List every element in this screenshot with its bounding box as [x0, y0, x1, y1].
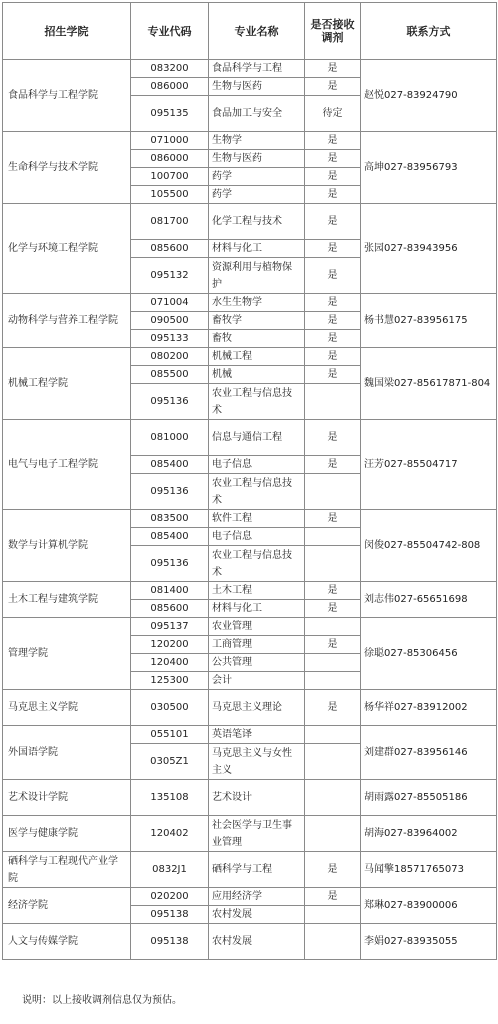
major-code-cell: 071000 [131, 132, 209, 150]
table-row [3, 348, 497, 366]
major-code-cell: 085400 [131, 528, 209, 546]
table-body [3, 60, 497, 960]
contact-cell: 刘建群027-83956146 [361, 726, 497, 780]
table-row [3, 618, 497, 636]
accept-adjustment-cell [305, 618, 361, 636]
school-name-cell: 医学与健康学院 [3, 816, 131, 852]
major-code-cell: 0305Z1 [131, 744, 209, 780]
major-code-cell: 0832J1 [131, 852, 209, 888]
major-code-cell: 055101 [131, 726, 209, 744]
header-row [3, 3, 497, 60]
contact-cell: 高坤027-83956793 [361, 132, 497, 204]
contact-cell: 刘志伟027-65651698 [361, 582, 497, 618]
major-name-cell: 机械工程 [209, 348, 305, 366]
contact-cell: 张园027-83943956 [361, 204, 497, 294]
major-code-cell: 083200 [131, 60, 209, 78]
contact-cell: 李娟027-83935055 [361, 924, 497, 960]
accept-adjustment-cell: 是 [305, 150, 361, 168]
major-code-cell: 090500 [131, 312, 209, 330]
admissions-table [2, 2, 497, 960]
major-name-cell: 马克思主义理论 [209, 690, 305, 726]
school-name-cell: 食品科学与工程学院 [3, 60, 131, 132]
major-name-cell: 应用经济学 [209, 888, 305, 906]
major-code-cell: 030500 [131, 690, 209, 726]
major-name-cell: 材料与化工 [209, 600, 305, 618]
contact-cell: 杨书慧027-83956175 [361, 294, 497, 348]
admissions-table-container [2, 2, 496, 960]
major-code-cell: 085400 [131, 456, 209, 474]
table-row [3, 780, 497, 816]
school-name-cell: 经济学院 [3, 888, 131, 924]
table-row [3, 888, 497, 906]
major-name-cell: 马克思主义与女性主义 [209, 744, 305, 780]
header-contact: 联系方式 [361, 3, 497, 60]
accept-adjustment-cell: 是 [305, 456, 361, 474]
accept-adjustment-cell: 是 [305, 204, 361, 240]
table-row [3, 690, 497, 726]
major-code-cell: 095132 [131, 258, 209, 294]
school-name-cell: 硒科学与工程现代产业学院 [3, 852, 131, 888]
accept-adjustment-cell: 是 [305, 78, 361, 96]
major-name-cell: 软件工程 [209, 510, 305, 528]
school-name-cell: 数学与计算机学院 [3, 510, 131, 582]
major-name-cell: 生物学 [209, 132, 305, 150]
accept-adjustment-cell [305, 816, 361, 852]
table-row [3, 132, 497, 150]
contact-cell: 郑琳027-83900006 [361, 888, 497, 924]
table-row [3, 204, 497, 240]
major-name-cell: 化学工程与技术 [209, 204, 305, 240]
contact-cell: 马闻擎18571765073 [361, 852, 497, 888]
major-name-cell: 信息与通信工程 [209, 420, 305, 456]
contact-cell: 魏国梁027-85617871-804 [361, 348, 497, 420]
major-code-cell: 083500 [131, 510, 209, 528]
accept-adjustment-cell: 是 [305, 636, 361, 654]
school-name-cell: 外国语学院 [3, 726, 131, 780]
header-code: 专业代码 [131, 3, 209, 60]
accept-adjustment-cell [305, 384, 361, 420]
major-code-cell: 095136 [131, 384, 209, 420]
accept-adjustment-cell [305, 546, 361, 582]
header-school: 招生学院 [3, 3, 131, 60]
major-name-cell: 硒科学与工程 [209, 852, 305, 888]
major-code-cell: 095138 [131, 924, 209, 960]
contact-cell: 徐聪027-85306456 [361, 618, 497, 690]
major-name-cell: 电子信息 [209, 528, 305, 546]
major-code-cell: 095135 [131, 96, 209, 132]
major-code-cell: 100700 [131, 168, 209, 186]
major-code-cell: 120402 [131, 816, 209, 852]
header-accept: 是否接收调剂 [305, 3, 361, 60]
major-code-cell: 085600 [131, 240, 209, 258]
major-name-cell: 农业工程与信息技术 [209, 474, 305, 510]
major-code-cell: 125300 [131, 672, 209, 690]
contact-cell: 赵悦027-83924790 [361, 60, 497, 132]
accept-adjustment-cell [305, 528, 361, 546]
school-name-cell: 电气与电子工程学院 [3, 420, 131, 510]
school-name-cell: 生命科学与技术学院 [3, 132, 131, 204]
contact-cell: 杨华祥027-83912002 [361, 690, 497, 726]
major-name-cell: 生物与医药 [209, 150, 305, 168]
major-code-cell: 086000 [131, 78, 209, 96]
major-name-cell: 药学 [209, 168, 305, 186]
accept-adjustment-cell: 是 [305, 852, 361, 888]
accept-adjustment-cell: 是 [305, 348, 361, 366]
major-name-cell: 生物与医药 [209, 78, 305, 96]
accept-adjustment-cell: 是 [305, 186, 361, 204]
major-name-cell: 畜牧学 [209, 312, 305, 330]
school-name-cell: 管理学院 [3, 618, 131, 690]
header-name: 专业名称 [209, 3, 305, 60]
major-name-cell: 农业工程与信息技术 [209, 546, 305, 582]
major-code-cell: 095137 [131, 618, 209, 636]
major-name-cell: 机械 [209, 366, 305, 384]
major-code-cell: 120200 [131, 636, 209, 654]
footnote: 说明：以上接收调剂信息仅为预估。 [22, 995, 182, 1006]
accept-adjustment-cell [305, 726, 361, 744]
major-code-cell: 095138 [131, 906, 209, 924]
major-name-cell: 材料与化工 [209, 240, 305, 258]
major-code-cell: 081000 [131, 420, 209, 456]
school-name-cell: 土木工程与建筑学院 [3, 582, 131, 618]
accept-adjustment-cell: 是 [305, 240, 361, 258]
contact-cell: 汪芳027-85504717 [361, 420, 497, 510]
accept-adjustment-cell [305, 906, 361, 924]
accept-adjustment-cell [305, 924, 361, 960]
table-row [3, 60, 497, 78]
accept-adjustment-cell [305, 672, 361, 690]
major-name-cell: 食品加工与安全 [209, 96, 305, 132]
contact-cell: 胡雨露027-85505186 [361, 780, 497, 816]
accept-adjustment-cell: 是 [305, 510, 361, 528]
major-code-cell: 085500 [131, 366, 209, 384]
accept-adjustment-cell [305, 744, 361, 780]
table-row [3, 420, 497, 456]
major-name-cell: 英语笔译 [209, 726, 305, 744]
accept-adjustment-cell: 是 [305, 690, 361, 726]
table-row [3, 582, 497, 600]
accept-adjustment-cell: 是 [305, 60, 361, 78]
major-code-cell: 085600 [131, 600, 209, 618]
major-code-cell: 080200 [131, 348, 209, 366]
major-code-cell: 081400 [131, 582, 209, 600]
accept-adjustment-cell: 是 [305, 600, 361, 618]
table-row [3, 510, 497, 528]
accept-adjustment-cell: 是 [305, 420, 361, 456]
major-name-cell: 农村发展 [209, 906, 305, 924]
major-name-cell: 电子信息 [209, 456, 305, 474]
major-name-cell: 土木工程 [209, 582, 305, 600]
school-name-cell: 动物科学与营养工程学院 [3, 294, 131, 348]
accept-adjustment-cell: 是 [305, 294, 361, 312]
accept-adjustment-cell: 是 [305, 330, 361, 348]
major-name-cell: 资源利用与植物保护 [209, 258, 305, 294]
major-name-cell: 会计 [209, 672, 305, 690]
accept-adjustment-cell [305, 654, 361, 672]
major-name-cell: 农村发展 [209, 924, 305, 960]
school-name-cell: 马克思主义学院 [3, 690, 131, 726]
major-code-cell: 105500 [131, 186, 209, 204]
major-code-cell: 081700 [131, 204, 209, 240]
major-code-cell: 086000 [131, 150, 209, 168]
major-name-cell: 社会医学与卫生事业管理 [209, 816, 305, 852]
major-name-cell: 工商管理 [209, 636, 305, 654]
major-code-cell: 095136 [131, 546, 209, 582]
accept-adjustment-cell: 是 [305, 312, 361, 330]
major-name-cell: 水生生物学 [209, 294, 305, 312]
school-name-cell: 机械工程学院 [3, 348, 131, 420]
major-code-cell: 095136 [131, 474, 209, 510]
accept-adjustment-cell: 是 [305, 132, 361, 150]
major-code-cell: 020200 [131, 888, 209, 906]
accept-adjustment-cell: 待定 [305, 96, 361, 132]
accept-adjustment-cell: 是 [305, 366, 361, 384]
table-row [3, 726, 497, 744]
table-row [3, 852, 497, 888]
major-code-cell: 135108 [131, 780, 209, 816]
major-name-cell: 畜牧 [209, 330, 305, 348]
school-name-cell: 人文与传媒学院 [3, 924, 131, 960]
major-name-cell: 艺术设计 [209, 780, 305, 816]
major-name-cell: 药学 [209, 186, 305, 204]
accept-adjustment-cell: 是 [305, 258, 361, 294]
contact-cell: 胡海027-83964002 [361, 816, 497, 852]
major-name-cell: 公共管理 [209, 654, 305, 672]
accept-adjustment-cell: 是 [305, 582, 361, 600]
table-row [3, 816, 497, 852]
table-row [3, 294, 497, 312]
contact-cell: 闵俊027-85504742-808 [361, 510, 497, 582]
accept-adjustment-cell [305, 780, 361, 816]
school-name-cell: 化学与环境工程学院 [3, 204, 131, 294]
accept-adjustment-cell [305, 474, 361, 510]
major-code-cell: 095133 [131, 330, 209, 348]
accept-adjustment-cell: 是 [305, 888, 361, 906]
major-name-cell: 农业工程与信息技术 [209, 384, 305, 420]
school-name-cell: 艺术设计学院 [3, 780, 131, 816]
table-row [3, 924, 497, 960]
major-name-cell: 食品科学与工程 [209, 60, 305, 78]
major-name-cell: 农业管理 [209, 618, 305, 636]
major-code-cell: 120400 [131, 654, 209, 672]
major-code-cell: 071004 [131, 294, 209, 312]
accept-adjustment-cell: 是 [305, 168, 361, 186]
